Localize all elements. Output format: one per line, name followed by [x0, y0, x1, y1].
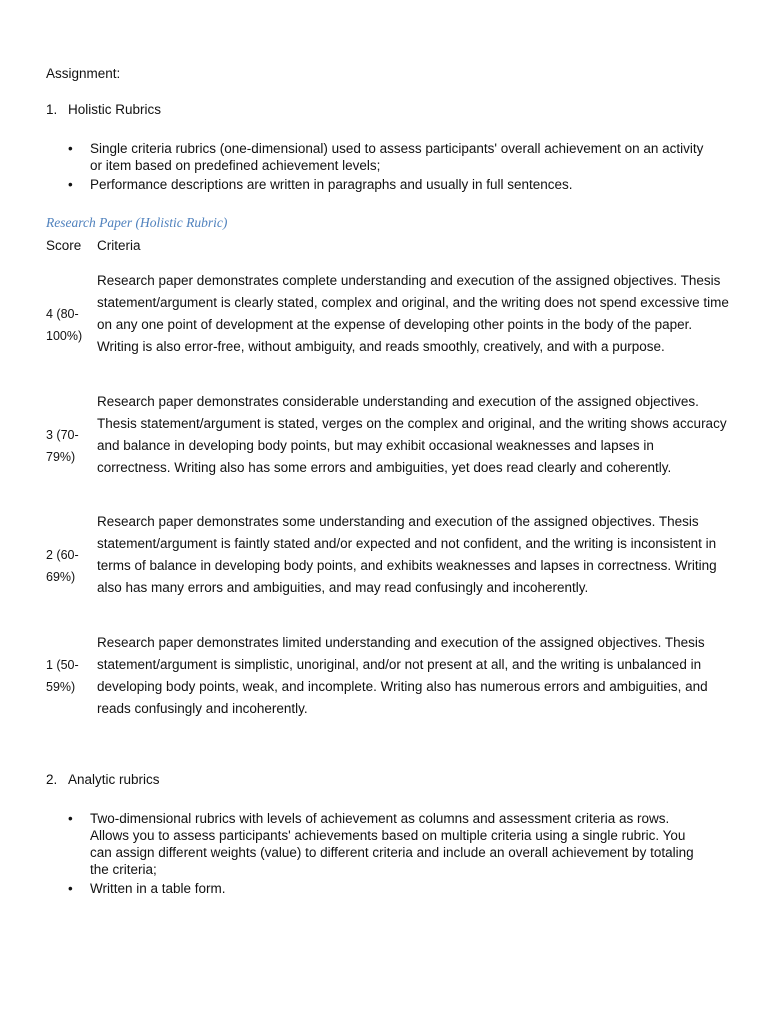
rubric-criteria: Research paper demonstrates complete understanding and execution of the assigned objectives. Thesis statement/argument is clearly stated, complex and original, and the writing does not spend excessive time on any one point of development at the expense of developing other points in the body of the paper. Writing is also error-free, without ambiguity, and reads smoothly, creatively, and with a purpose. — [97, 273, 729, 354]
criteria-column-header: Criteria — [97, 238, 141, 253]
section-1-number: 1. — [46, 102, 58, 117]
rubric-criteria: Research paper demonstrates some understanding and execution of the assigned objectives. Thesis statement/argument is faintly stated and/or expected and not confident, and the writing is inconsistent in terms of balance in developing body points, and exhibits weaknesses and lapses in correctness. Writing also has many errors and ambiguities, and may read confusingly and incoherently. — [97, 514, 717, 595]
bullet-icon: • — [68, 141, 73, 156]
section-1-title: Holistic Rubrics — [68, 102, 162, 117]
rubric-title: Research Paper (Holistic Rubric) — [46, 215, 228, 230]
assignment-heading: Assignment: — [46, 66, 121, 81]
bullet-icon: • — [68, 177, 73, 192]
bullet-text: Single criteria rubrics (one-dimensional) used to assess participants' overall achievement on an activity or item based on predefined achievement levels; — [90, 141, 704, 173]
bullet-text: Written in a table form. — [90, 881, 226, 896]
rubric-score: 3 (70-79%) — [46, 428, 79, 464]
section-2-number: 2. — [46, 772, 58, 787]
rubric-criteria: Research paper demonstrates limited understanding and execution of the assigned objectives. Thesis statement/argument is simplistic, unoriginal, and/or not present at all, and the writing is unbalanced in developing body points, weak, and incomplete. Writing also has numerous errors and ambiguities, and reads confusingly and incoherently. — [97, 635, 708, 716]
list-item — [68, 140, 708, 174]
bullet-text: Two-dimensional rubrics with levels of achievement as columns and assessment criteria as rows. Allows you to assess participants' achievements based on multiple criteria using a single rubric. You can assign different weights (value) to different criteria and include an overall achievement by totaling the criteria; — [90, 811, 694, 877]
score-column-header: Score — [46, 238, 82, 253]
rubric-criteria: Research paper demonstrates considerable understanding and execution of the assigned objectives. Thesis statement/argument is stated, verges on the complex and original, and the writing shows accuracy and balance in developing body points, but may exhibit occasional weaknesses and lapses in correctness. Writing also has some errors and ambiguities, yet does read clearly and coherently. — [97, 394, 727, 475]
bullet-text: Performance descriptions are written in paragraphs and usually in full sentences. — [90, 177, 573, 192]
section-2-heading — [46, 772, 160, 787]
section-1-bullet-list — [68, 140, 708, 193]
section-1-heading — [46, 102, 161, 117]
rubric-score: 4 (80-100%) — [46, 307, 83, 343]
rubric-score: 1 (50-59%) — [46, 658, 79, 694]
section-2-title: Analytic rubrics — [68, 772, 160, 787]
bullet-icon: • — [68, 811, 73, 826]
list-item — [68, 880, 708, 897]
list-item — [68, 176, 708, 193]
list-item — [68, 810, 708, 878]
section-2-bullet-list — [68, 810, 708, 897]
rubric-score: 2 (60-69%) — [46, 548, 79, 584]
bullet-icon: • — [68, 881, 73, 896]
